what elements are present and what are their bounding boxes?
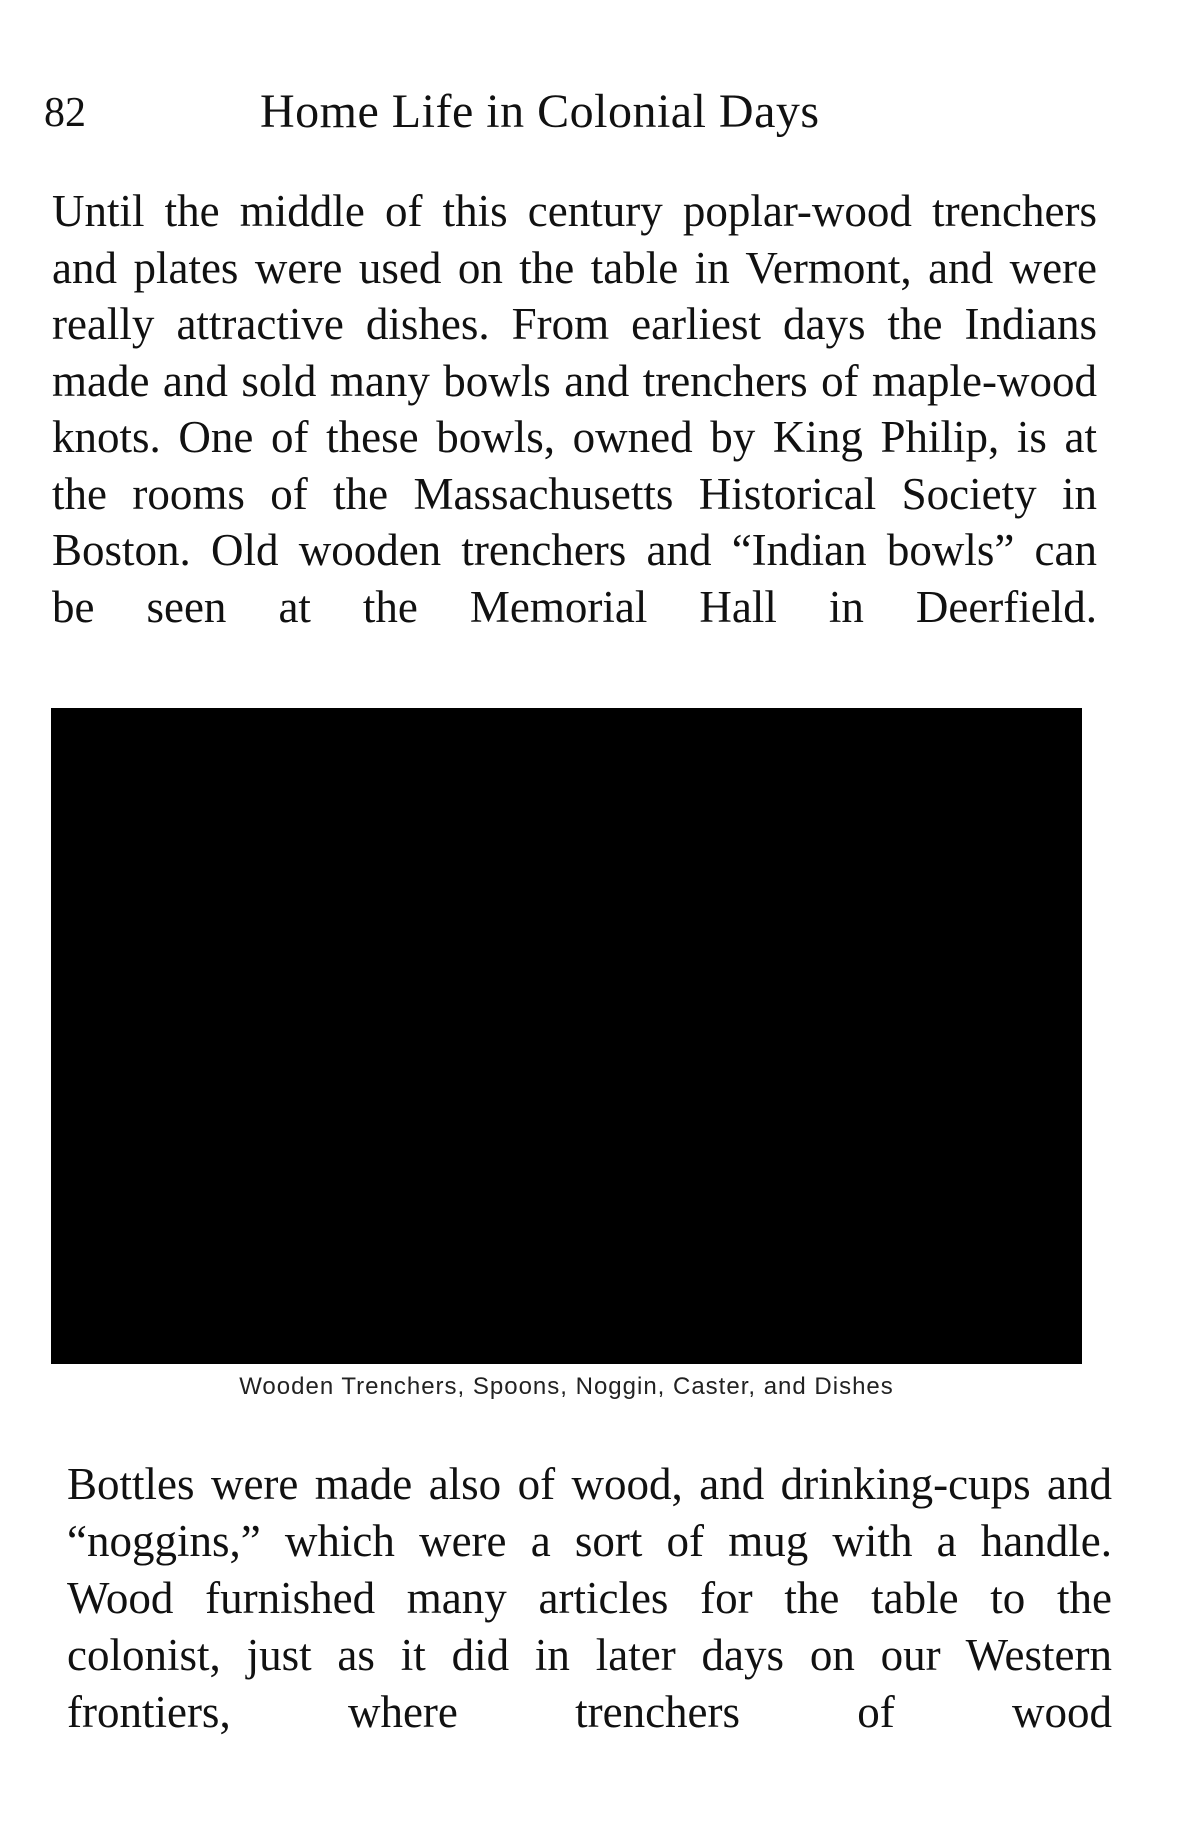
body-paragraph-2: Bottles were made also of wood, and drinking-cups and “noggins,” which were a sort of mug with a handle. Wood furnished many articles for the table to the colonist, just as it did in later days on our Western frontiers, where trenchers of wood: [67, 1459, 1112, 1737]
running-title: Home Life in Colonial Days: [260, 85, 820, 138]
page-header: [44, 82, 944, 142]
body-paragraph-1: Until the middle of this century poplar-wood trenchers and plates were used on the table in Vermont, and were really attractive dishes. From earliest days the Indians made and sold many bowls and trenchers of maple-wood knots. One of these bowls, owned by King Philip, is at the rooms of the Massachusetts Historical Society in Boston. Old wooden trenchers and “Indian bowls” can be seen at the Memorial Hall in Deerfield.: [52, 186, 1097, 632]
page-number: 82: [44, 90, 86, 136]
figure-image: [51, 708, 1082, 1364]
figure-caption: Wooden Trenchers, Spoons, Noggin, Caster, and Dishes: [239, 1373, 894, 1400]
